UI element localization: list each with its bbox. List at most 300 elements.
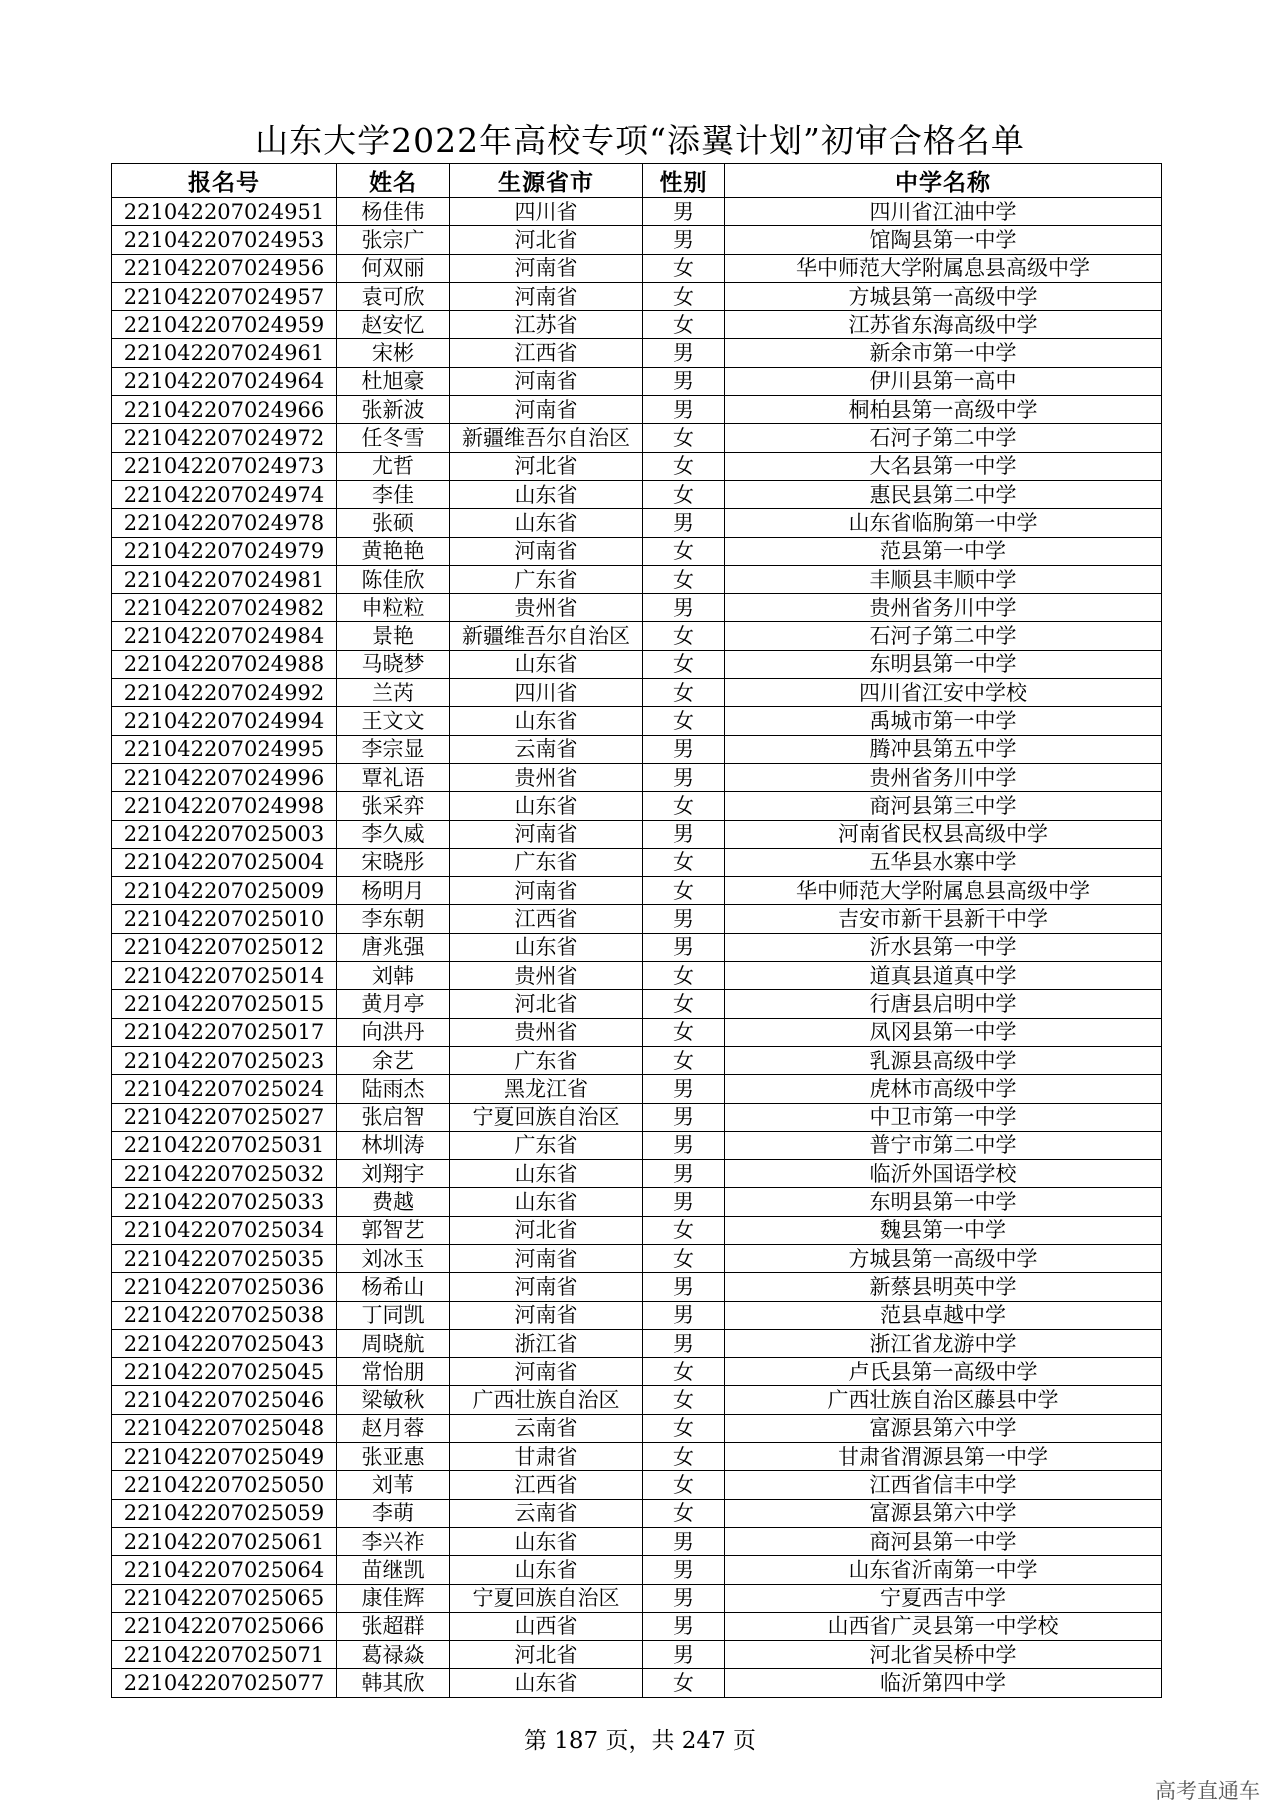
cell-registration-id: 221042207025049 [112,1443,337,1471]
cell-registration-id: 221042207024996 [112,763,337,791]
cell-name: 张亚惠 [337,1443,450,1471]
cell-province: 四川省 [450,198,643,226]
cell-school: 贵州省务川中学 [725,763,1162,791]
table-row [112,848,1162,876]
cell-registration-id: 221042207024964 [112,367,337,395]
table-row [112,1075,1162,1103]
cell-name: 兰芮 [337,679,450,707]
cell-gender: 男 [643,226,725,254]
cell-province: 山东省 [450,1556,643,1584]
cell-name: 杨明月 [337,877,450,905]
cell-school: 五华县水寨中学 [725,848,1162,876]
table-row [112,480,1162,508]
cell-name: 杨希山 [337,1273,450,1301]
cell-province: 云南省 [450,735,643,763]
cell-province: 河南省 [450,396,643,424]
cell-registration-id: 221042207025077 [112,1669,337,1697]
table-row [112,1018,1162,1046]
cell-name: 余艺 [337,1046,450,1074]
cell-gender: 男 [643,735,725,763]
table-row [112,1358,1162,1386]
cell-registration-id: 221042207025027 [112,1103,337,1131]
cell-registration-id: 221042207025032 [112,1160,337,1188]
column-header-province: 生源省市 [450,164,643,198]
cell-school: 腾冲县第五中学 [725,735,1162,763]
cell-name: 黄艳艳 [337,537,450,565]
cell-province: 山东省 [450,1160,643,1188]
cell-registration-id: 221042207025045 [112,1358,337,1386]
cell-school: 四川省江油中学 [725,198,1162,226]
cell-registration-id: 221042207024978 [112,509,337,537]
document-title: 山东大学2022年高校专项“添翼计划”初审合格名单 [255,121,1025,160]
cell-province: 河北省 [450,1216,643,1244]
cell-gender: 男 [643,1556,725,1584]
cell-registration-id: 221042207025059 [112,1499,337,1527]
cell-name: 费越 [337,1188,450,1216]
table-row [112,990,1162,1018]
cell-school: 卢氏县第一高级中学 [725,1358,1162,1386]
table-header-row [112,164,1162,198]
cell-gender: 女 [643,848,725,876]
cell-school: 河南省民权县高级中学 [725,820,1162,848]
cell-registration-id: 221042207024966 [112,396,337,424]
cell-gender: 男 [643,1131,725,1159]
cell-school: 山东省临朐第一中学 [725,509,1162,537]
table-row [112,1160,1162,1188]
cell-gender: 女 [643,452,725,480]
cell-school: 新蔡县明英中学 [725,1273,1162,1301]
table-row [112,905,1162,933]
cell-gender: 男 [643,763,725,791]
table-row [112,282,1162,310]
cell-school: 东明县第一中学 [725,1188,1162,1216]
cell-school: 富源县第六中学 [725,1499,1162,1527]
cell-gender: 男 [643,1527,725,1555]
table-row [112,1556,1162,1584]
cell-province: 山东省 [450,1188,643,1216]
cell-name: 李宗显 [337,735,450,763]
cell-gender: 男 [643,820,725,848]
cell-registration-id: 221042207024956 [112,254,337,282]
table-row [112,792,1162,820]
cell-gender: 女 [643,1018,725,1046]
page-number: 第 187 页，共 247 页 [523,1728,757,1754]
table-row [112,1216,1162,1244]
cell-school: 甘肃省渭源县第一中学 [725,1443,1162,1471]
cell-name: 申粒粒 [337,594,450,622]
cell-school: 江苏省东海高级中学 [725,311,1162,339]
table-row [112,763,1162,791]
cell-province: 河南省 [450,282,643,310]
table-row [112,735,1162,763]
table-row [112,537,1162,565]
table-row [112,1103,1162,1131]
table-row [112,396,1162,424]
cell-province: 云南省 [450,1414,643,1442]
cell-province: 宁夏回族自治区 [450,1103,643,1131]
cell-school: 山东省沂南第一中学 [725,1556,1162,1584]
cell-name: 梁敏秋 [337,1386,450,1414]
table-row [112,679,1162,707]
cell-registration-id: 221042207025050 [112,1471,337,1499]
cell-registration-id: 221042207024982 [112,594,337,622]
cell-gender: 女 [643,424,725,452]
cell-school: 富源县第六中学 [725,1414,1162,1442]
table-row [112,509,1162,537]
table-row [112,1329,1162,1357]
cell-province: 山东省 [450,1669,643,1697]
cell-school: 华中师范大学附属息县高级中学 [725,254,1162,282]
cell-gender: 女 [643,254,725,282]
cell-registration-id: 221042207024957 [112,282,337,310]
table-body [112,198,1162,1698]
cell-province: 广东省 [450,848,643,876]
cell-school: 范县第一中学 [725,537,1162,565]
cell-registration-id: 221042207024979 [112,537,337,565]
cell-school: 馆陶县第一中学 [725,226,1162,254]
cell-gender: 男 [643,1584,725,1612]
cell-school: 行唐县启明中学 [725,990,1162,1018]
cell-province: 山东省 [450,707,643,735]
cell-province: 贵州省 [450,962,643,990]
table-row [112,1499,1162,1527]
cell-gender: 女 [643,679,725,707]
cell-gender: 女 [643,1216,725,1244]
watermark-text: 高考直通车 [1155,1779,1260,1803]
cell-province: 河南省 [450,367,643,395]
cell-gender: 男 [643,1612,725,1640]
cell-school: 贵州省务川中学 [725,594,1162,622]
cell-registration-id: 221042207025031 [112,1131,337,1159]
cell-registration-id: 221042207025023 [112,1046,337,1074]
table-row [112,820,1162,848]
cell-school: 广西壮族自治区藤县中学 [725,1386,1162,1414]
cell-registration-id: 221042207025061 [112,1527,337,1555]
cell-registration-id: 221042207025064 [112,1556,337,1584]
cell-registration-id: 221042207025036 [112,1273,337,1301]
table-row [112,565,1162,593]
cell-school: 石河子第二中学 [725,622,1162,650]
cell-registration-id: 221042207025033 [112,1188,337,1216]
table-row [112,1443,1162,1471]
cell-registration-id: 221042207024995 [112,735,337,763]
cell-registration-id: 221042207025004 [112,848,337,876]
cell-name: 刘韩 [337,962,450,990]
cell-registration-id: 221042207025034 [112,1216,337,1244]
cell-school: 方城县第一高级中学 [725,1244,1162,1272]
cell-school: 宁夏西吉中学 [725,1584,1162,1612]
cell-name: 张超群 [337,1612,450,1640]
cell-gender: 女 [643,1669,725,1697]
cell-registration-id: 221042207024981 [112,565,337,593]
cell-gender: 女 [643,962,725,990]
cell-name: 李久威 [337,820,450,848]
cell-province: 山东省 [450,1527,643,1555]
cell-school: 桐柏县第一高级中学 [725,396,1162,424]
cell-registration-id: 221042207025035 [112,1244,337,1272]
table-row [112,254,1162,282]
cell-gender: 男 [643,1160,725,1188]
cell-school: 河北省吴桥中学 [725,1641,1162,1669]
table-row [112,226,1162,254]
cell-registration-id: 221042207024953 [112,226,337,254]
cell-school: 东明县第一中学 [725,650,1162,678]
cell-province: 河北省 [450,452,643,480]
column-header-id: 报名号 [112,164,337,198]
cell-registration-id: 221042207024973 [112,452,337,480]
cell-school: 华中师范大学附属息县高级中学 [725,877,1162,905]
cell-gender: 男 [643,367,725,395]
cell-name: 李东朝 [337,905,450,933]
cell-registration-id: 221042207025043 [112,1329,337,1357]
cell-province: 广西壮族自治区 [450,1386,643,1414]
cell-school: 浙江省龙游中学 [725,1329,1162,1357]
cell-gender: 女 [643,622,725,650]
table-row [112,1471,1162,1499]
cell-province: 河南省 [450,877,643,905]
cell-gender: 男 [643,1329,725,1357]
cell-school: 商河县第一中学 [725,1527,1162,1555]
cell-gender: 男 [643,198,725,226]
column-header-name: 姓名 [337,164,450,198]
cell-gender: 女 [643,707,725,735]
cell-name: 赵月蓉 [337,1414,450,1442]
cell-name: 刘冰玉 [337,1244,450,1272]
cell-school: 沂水县第一中学 [725,933,1162,961]
cell-school: 四川省江安中学校 [725,679,1162,707]
table-row [112,1244,1162,1272]
cell-gender: 男 [643,1273,725,1301]
cell-name: 景艳 [337,622,450,650]
cell-gender: 女 [643,792,725,820]
cell-gender: 女 [643,1499,725,1527]
cell-registration-id: 221042207024974 [112,480,337,508]
cell-gender: 男 [643,339,725,367]
cell-gender: 男 [643,1103,725,1131]
table-row [112,1527,1162,1555]
table-row [112,1584,1162,1612]
cell-province: 黑龙江省 [450,1075,643,1103]
cell-province: 新疆维吾尔自治区 [450,622,643,650]
cell-province: 河南省 [450,1301,643,1329]
cell-registration-id: 221042207025012 [112,933,337,961]
cell-name: 陈佳欣 [337,565,450,593]
table-row [112,1301,1162,1329]
table-row [112,707,1162,735]
cell-name: 何双丽 [337,254,450,282]
cell-name: 杜旭豪 [337,367,450,395]
cell-gender: 男 [643,1301,725,1329]
cell-name: 刘苇 [337,1471,450,1499]
cell-gender: 女 [643,1471,725,1499]
cell-school: 山西省广灵县第一中学校 [725,1612,1162,1640]
table-row [112,877,1162,905]
cell-name: 任冬雪 [337,424,450,452]
table-row [112,1612,1162,1640]
cell-province: 河南省 [450,820,643,848]
cell-registration-id: 221042207025065 [112,1584,337,1612]
cell-province: 江西省 [450,905,643,933]
cell-name: 李佳 [337,480,450,508]
cell-school: 伊川县第一高中 [725,367,1162,395]
cell-school: 方城县第一高级中学 [725,282,1162,310]
cell-school: 普宁市第二中学 [725,1131,1162,1159]
cell-name: 刘翔宇 [337,1160,450,1188]
cell-province: 河南省 [450,1358,643,1386]
table-row [112,1188,1162,1216]
cell-name: 赵安忆 [337,311,450,339]
cell-name: 李萌 [337,1499,450,1527]
cell-province: 河北省 [450,226,643,254]
cell-name: 宋晓彤 [337,848,450,876]
cell-school: 惠民县第二中学 [725,480,1162,508]
cell-gender: 男 [643,905,725,933]
cell-province: 河北省 [450,990,643,1018]
table-row [112,311,1162,339]
cell-name: 苗继凯 [337,1556,450,1584]
cell-registration-id: 221042207025048 [112,1414,337,1442]
cell-province: 贵州省 [450,594,643,622]
cell-province: 广东省 [450,565,643,593]
cell-name: 尤哲 [337,452,450,480]
cell-gender: 女 [643,282,725,310]
cell-registration-id: 221042207025017 [112,1018,337,1046]
cell-province: 贵州省 [450,1018,643,1046]
cell-registration-id: 221042207025071 [112,1641,337,1669]
cell-registration-id: 221042207025015 [112,990,337,1018]
cell-name: 陆雨杰 [337,1075,450,1103]
cell-gender: 女 [643,1443,725,1471]
table-row [112,650,1162,678]
cell-registration-id: 221042207025038 [112,1301,337,1329]
cell-name: 覃礼语 [337,763,450,791]
cell-school: 石河子第二中学 [725,424,1162,452]
cell-province: 江西省 [450,1471,643,1499]
cell-school: 魏县第一中学 [725,1216,1162,1244]
table-row [112,933,1162,961]
cell-name: 张硕 [337,509,450,537]
table-row [112,424,1162,452]
cell-school: 吉安市新干县新干中学 [725,905,1162,933]
table-row [112,962,1162,990]
cell-province: 河南省 [450,1244,643,1272]
cell-name: 康佳辉 [337,1584,450,1612]
cell-gender: 女 [643,311,725,339]
cell-name: 杨佳伟 [337,198,450,226]
candidate-table [111,163,1162,1698]
cell-province: 宁夏回族自治区 [450,1584,643,1612]
cell-name: 袁可欣 [337,282,450,310]
cell-gender: 男 [643,933,725,961]
cell-name: 黄月亭 [337,990,450,1018]
column-header-gender: 性别 [643,164,725,198]
table-row [112,339,1162,367]
cell-school: 丰顺县丰顺中学 [725,565,1162,593]
cell-name: 张宗广 [337,226,450,254]
cell-school: 商河县第三中学 [725,792,1162,820]
cell-school: 临沂第四中学 [725,1669,1162,1697]
cell-registration-id: 221042207024972 [112,424,337,452]
cell-registration-id: 221042207024998 [112,792,337,820]
cell-gender: 女 [643,480,725,508]
cell-name: 韩其欣 [337,1669,450,1697]
cell-school: 中卫市第一中学 [725,1103,1162,1131]
cell-registration-id: 221042207024984 [112,622,337,650]
cell-registration-id: 221042207025066 [112,1612,337,1640]
cell-gender: 男 [643,1641,725,1669]
table-row [112,594,1162,622]
cell-gender: 女 [643,1046,725,1074]
cell-province: 河北省 [450,1641,643,1669]
cell-name: 向洪丹 [337,1018,450,1046]
cell-school: 临沂外国语学校 [725,1160,1162,1188]
cell-name: 林圳涛 [337,1131,450,1159]
cell-registration-id: 221042207024959 [112,311,337,339]
cell-registration-id: 221042207024988 [112,650,337,678]
table-row [112,1669,1162,1697]
cell-registration-id: 221042207025024 [112,1075,337,1103]
cell-school: 新余市第一中学 [725,339,1162,367]
cell-registration-id: 221042207025009 [112,877,337,905]
cell-school: 虎林市高级中学 [725,1075,1162,1103]
table-row [112,622,1162,650]
cell-gender: 男 [643,594,725,622]
table-row [112,1414,1162,1442]
table-row [112,367,1162,395]
cell-province: 河南省 [450,1273,643,1301]
cell-registration-id: 221042207024994 [112,707,337,735]
cell-name: 宋彬 [337,339,450,367]
table-row [112,1046,1162,1074]
cell-gender: 女 [643,990,725,1018]
cell-province: 广东省 [450,1131,643,1159]
cell-name: 张采弈 [337,792,450,820]
cell-school: 道真县道真中学 [725,962,1162,990]
cell-name: 张新波 [337,396,450,424]
cell-province: 山东省 [450,509,643,537]
table-row [112,1641,1162,1669]
cell-gender: 女 [643,877,725,905]
cell-gender: 男 [643,509,725,537]
cell-school: 凤冈县第一中学 [725,1018,1162,1046]
cell-school: 范县卓越中学 [725,1301,1162,1329]
cell-name: 葛禄焱 [337,1641,450,1669]
table-row [112,1273,1162,1301]
cell-gender: 男 [643,1188,725,1216]
column-header-school: 中学名称 [725,164,1162,198]
cell-school: 乳源县高级中学 [725,1046,1162,1074]
cell-province: 河南省 [450,537,643,565]
cell-province: 山西省 [450,1612,643,1640]
cell-registration-id: 221042207024961 [112,339,337,367]
table-row [112,1386,1162,1414]
cell-name: 丁同凯 [337,1301,450,1329]
cell-school: 江西省信丰中学 [725,1471,1162,1499]
cell-gender: 女 [643,1414,725,1442]
cell-registration-id: 221042207025003 [112,820,337,848]
cell-name: 张启智 [337,1103,450,1131]
cell-gender: 女 [643,650,725,678]
cell-registration-id: 221042207024951 [112,198,337,226]
cell-province: 浙江省 [450,1329,643,1357]
cell-province: 山东省 [450,933,643,961]
cell-province: 山东省 [450,650,643,678]
cell-province: 四川省 [450,679,643,707]
cell-registration-id: 221042207025010 [112,905,337,933]
cell-gender: 女 [643,565,725,593]
cell-province: 江西省 [450,339,643,367]
cell-name: 唐兆强 [337,933,450,961]
